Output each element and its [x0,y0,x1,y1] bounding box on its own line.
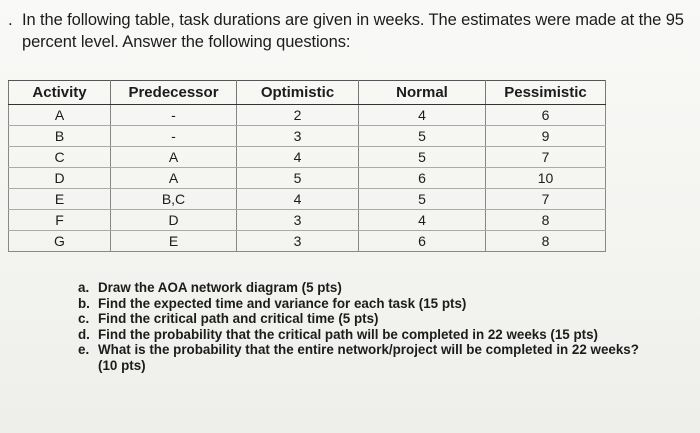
cell-pessimistic: 7 [486,189,606,210]
cell-normal: 6 [359,168,486,189]
cell-normal: 5 [359,189,486,210]
table-row [9,231,606,252]
question-letter: c. [78,311,90,327]
cell-predecessor: B,C [111,189,237,210]
cell-normal: 4 [359,210,486,231]
cell-pessimistic: 10 [486,168,606,189]
question-text: Find the probability that the critical path will be completed in 22 weeks (15 pts) [98,326,599,342]
question-text: Draw the AOA network diagram (5 pts) [98,280,342,295]
cell-normal: 5 [359,147,486,168]
list-bullet: . [8,10,13,29]
cell-optimistic: 3 [237,231,359,252]
cell-activity: E [9,189,111,210]
question-item [78,327,658,343]
cell-normal: 4 [359,105,486,126]
cell-pessimistic: 6 [486,105,606,126]
question-letter: a. [78,280,90,295]
cell-activity: G [9,231,111,252]
question-letter: e. [78,342,90,358]
table-body [9,105,606,252]
cell-pessimistic: 8 [486,231,606,252]
cell-optimistic: 4 [237,147,359,168]
task-duration-table [8,80,606,252]
cell-activity: B [9,126,111,147]
cell-predecessor: D [111,210,237,231]
table-row [9,126,606,147]
cell-activity: F [9,210,111,231]
header-pessimistic: Pessimistic [486,81,606,105]
cell-pessimistic: 7 [486,147,606,168]
cell-optimistic: 3 [237,210,359,231]
question-letter: b. [78,295,90,311]
table-row [9,105,606,126]
question-letter: d. [78,326,90,342]
header-activity: Activity [9,81,111,105]
cell-predecessor: A [111,147,237,168]
table-row [9,168,606,189]
table-row [9,210,606,231]
question-text: Find the critical path and critical time (5 pts) [98,311,379,327]
table-row [9,189,606,210]
header-normal: Normal [359,81,486,105]
question-item [78,296,658,312]
cell-activity: A [9,105,111,126]
cell-normal: 6 [359,231,486,252]
cell-normal: 5 [359,126,486,147]
question-item [78,311,658,327]
question-item [78,280,658,296]
table-row [9,147,606,168]
cell-optimistic: 4 [237,189,359,210]
cell-pessimistic: 9 [486,126,606,147]
cell-activity: D [9,168,111,189]
question-text: What is the probability that the entire network/project will be completed in 22 weeks? (10 pts) [98,342,639,373]
cell-activity: C [9,147,111,168]
header-predecessor: Predecessor [111,81,237,105]
header-optimistic: Optimistic [237,81,359,105]
problem-intro: In the following table, task durations are given in weeks. The estimates were made at the 95 percent level. Answer the following questions: [22,11,684,51]
question-item [78,342,658,373]
cell-predecessor: - [111,126,237,147]
cell-optimistic: 5 [237,168,359,189]
cell-optimistic: 2 [237,105,359,126]
table-header-row [9,81,606,105]
question-text: Find the expected time and variance for each task (15 pts) [98,295,467,311]
cell-predecessor: - [111,105,237,126]
cell-predecessor: A [111,168,237,189]
cell-predecessor: E [111,231,237,252]
cell-pessimistic: 8 [486,210,606,231]
cell-optimistic: 3 [237,126,359,147]
question-list [78,280,658,374]
